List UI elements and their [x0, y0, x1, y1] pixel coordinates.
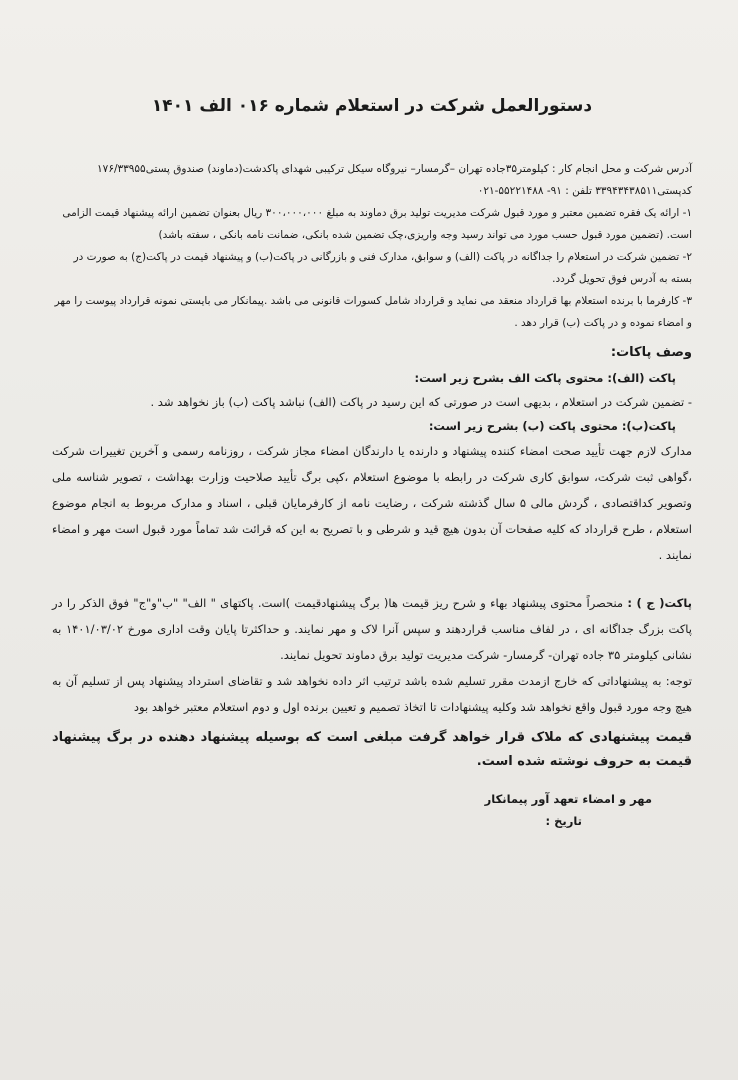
item-2: ۲- تضمین شرکت در استعلام را جداگانه در پاکت (الف) و سوابق، مدارک فنی و بازرگانی در پاکت(ب) و پیشنهاد قیمت در پاکت(ج) به صورت در بسته به آدرس فوق تحویل گردد.: [73, 251, 692, 285]
packet-b-heading: پاکت(ب): محتوی پاکت (ب) بشرح زیر است:: [428, 419, 676, 433]
packet-c-paragraph: [52, 590, 692, 668]
signature-block: [52, 788, 692, 832]
postal-phone-line: کدپستی۳۳۹۴۳۴۳۸۵۱۱ تلفن : ۹۱- ۵۵۲۲۱۴۸۸-۰۲۱: [477, 185, 692, 197]
packet-a-heading: پاکت (الف): محتوی پاکت الف بشرح زیر است:: [414, 371, 676, 385]
document-body: [52, 96, 692, 832]
packets-heading: وصف پاکات:: [610, 345, 692, 360]
item-3: ۳- کارفرما با برنده استعلام بها قرارداد منعقد می نماید و قرارداد شامل کسورات قانونی می باشد .پیمانکار می بایستی نمونه قرارداد پیوست را مهر و امضاء نموده و در پاکت (ب) قرار دهد .: [54, 295, 692, 329]
packet-c-label: پاکت( ج ) :: [627, 596, 692, 610]
date-label: تاریخ :: [545, 814, 582, 828]
signature-label: مهر و امضاء تعهد آور پیمانکار: [484, 792, 652, 806]
item-1: ۱- ارائه یک فقره تضمین معتبر و مورد قبول شرکت مدیریت تولید برق دماوند به مبلغ ۳۰۰،۰۰۰،۰۰۰ ریال بعنوان تضمین ارائه پیشنهاد قیمت الزامی است. (تضمین مورد قبول حسب مورد می تواند رسید وجه واریزی،چک تضمین شده بانکی، ضمانت نامه بانکی ، سفته باشد): [62, 207, 692, 241]
note-text: توجه: به پیشنهاداتی که خارج ازمدت مقرر تسلیم شده باشد ترتیب اثر داده نخواهد شد و تقاضای استرداد پیشنهاد پس از تسلیم آن به هیچ وجه مورد قبول واقع نخواهد شد وکلیه پیشنهادات تا اتخاذ تصمیم و تعیین برنده اول و دوم استعلام معتبر خواهد بود: [52, 674, 692, 714]
packet-b-text: مدارک لازم جهت تأیید صحت امضاء کننده پیشنهاد و دارنده یا دارندگان امضاء مجاز شرکت ، روزنامه رسمی و آخرین تغییرات شرکت ،گواهی ثبت شرکت، سوابق کاری شرکت در رابطه با موضوع استعلام ،کپی برگ تأیید صلاحیت وزارت بهداشت ، تصویر شناسه ملی وتصویر کداقتصادی ، گردش مالی ۵ سال گذشته شرکت ، رضایت نامه از کارفرمایان قبلی ، اسناد و مدارک مربوط به انجام موضوع استعلام ، طرح قرارداد که کلیه صفحات آن بدون هیچ قید و شرطی و با تصریح به این که قرائت شد تماماً مورد قبول است مهر و امضاء نمایند .: [52, 444, 692, 562]
address-line: آدرس شرکت و محل انجام کار : کیلومتر۳۵جاده تهران –گرمسار– نیروگاه سیکل ترکیبی شهدای پاکدشت(دماوند) صندوق پستی۱۷۶/۳۳۹۵۵: [97, 163, 692, 175]
price-note: قیمت پیشنهادی که ملاک قرار خواهد گرفت مبلغی است که بوسیله پیشنهاد دهنده در برگ پیشنهاد قیمت به حروف نوشته شده است.: [52, 730, 692, 769]
packet-a-text: - تضمین شرکت در استعلام ، بدیهی است در صورتی که این رسید در پاکت (الف) نباشد پاکت (ب) باز نخواهد شد .: [150, 395, 692, 409]
address-block: [52, 158, 692, 334]
document-title: دستورالعمل شرکت در استعلام شماره ۰۱۶ الف ۱۴۰۱: [151, 96, 593, 116]
packet-c-text: منحصراً محتوی پیشنهاد بهاء و شرح ریز قیمت ها( برگ پیشنهادقیمت )است. پاکتهای " الف" "ب"و"ج" فوق الذکر را در پاکت بزرگ جداگانه ای ، در لفاف مناسب قراردهند و سپس آنرا لاک و مهر نمایند. و حداکثرتا پایان وقت اداری مورخ ۱۴۰۱/۰۳/۰۲ به نشانی کیلومتر ۳۵ جاده تهران- گرمسار- شرکت مدیریت تولید برق دماوند تحویل نمایند.: [52, 596, 692, 662]
